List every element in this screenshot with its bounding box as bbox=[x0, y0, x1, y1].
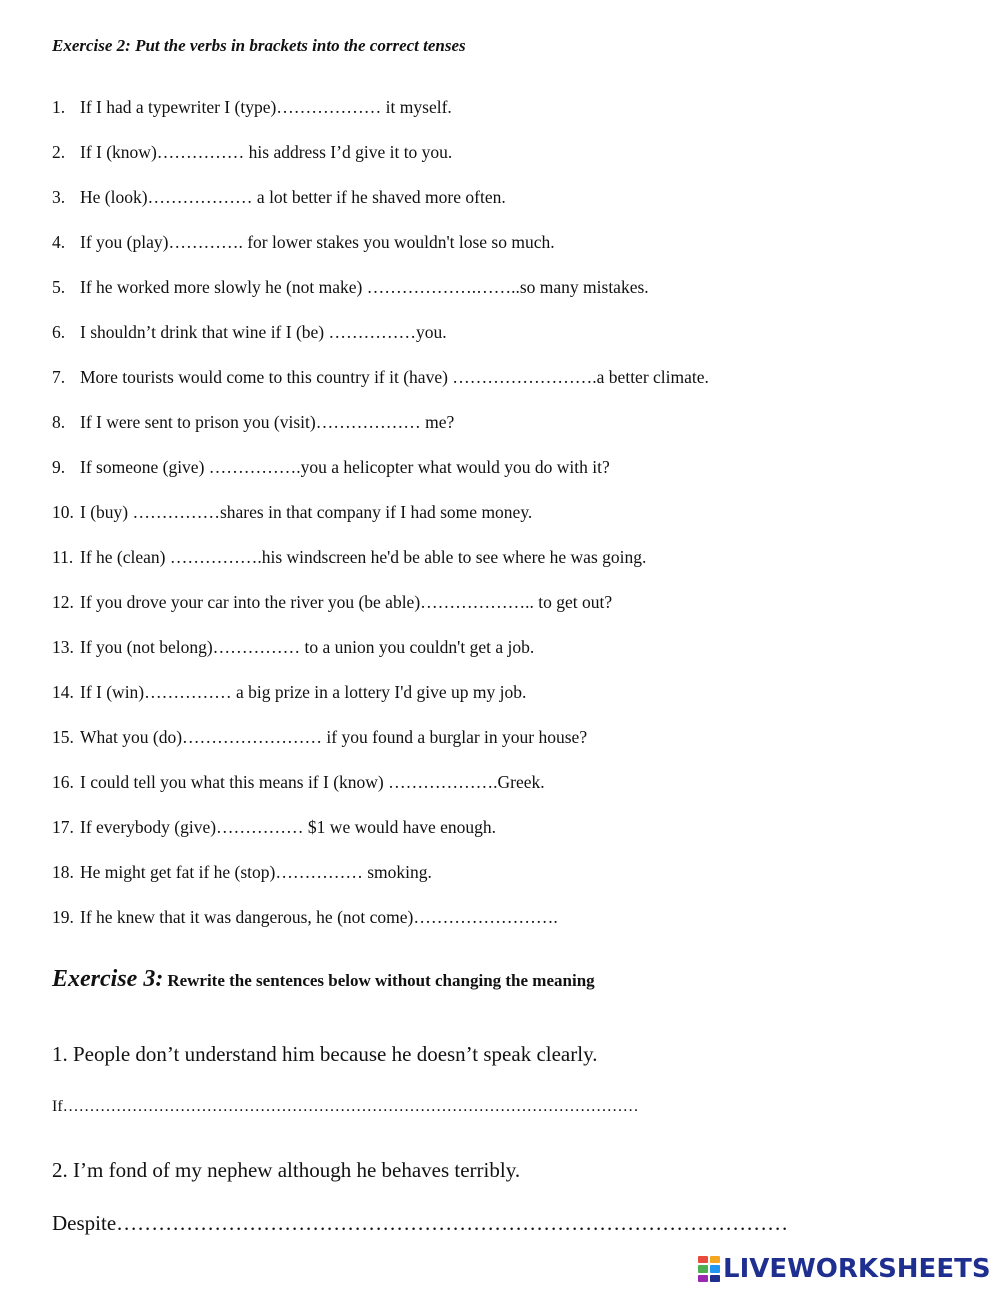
exercise-3-heading bbox=[52, 966, 595, 993]
exercise-2-item bbox=[52, 816, 952, 861]
liveworksheets-logo-text: LIVEWORKSHEETS bbox=[723, 1254, 991, 1284]
exercise-2-item-text[interactable]: I (buy) ……………shares in that company if I had some money. bbox=[80, 502, 533, 522]
exercise-2-item-number: 15. bbox=[52, 727, 74, 747]
exercise-2-item bbox=[52, 546, 952, 591]
exercise-2-item-text[interactable]: If you (not belong)…………… to a union you couldn't get a job. bbox=[80, 637, 535, 657]
exercise-2-item bbox=[52, 726, 952, 771]
exercise-2-item bbox=[52, 321, 952, 366]
exercise-2-item-number: 18. bbox=[52, 862, 74, 882]
exercise-2-item-number: 16. bbox=[52, 772, 74, 792]
exercise-3-question-1: 1. People don’t understand him because he doesn’t speak clearly. bbox=[52, 1042, 598, 1066]
exercise-2-item-number: 7. bbox=[52, 367, 66, 387]
exercise-2-list bbox=[52, 96, 952, 951]
exercise-2-item-text[interactable]: He (look)……………… a lot better if he shaved more often. bbox=[80, 187, 506, 207]
exercise-2-item-number: 2. bbox=[52, 142, 66, 162]
exercise-2-item-text[interactable]: If I (win)…………… a big prize in a lottery I'd give up my job. bbox=[80, 682, 527, 702]
exercise-2-item-text[interactable]: If I (know)…………… his address I’d give it to you. bbox=[80, 142, 453, 162]
exercise-2-item bbox=[52, 456, 952, 501]
exercise-2-item bbox=[52, 186, 952, 231]
exercise-2-item-text[interactable]: What you (do)…………………… if you found a burglar in your house? bbox=[80, 727, 588, 747]
exercise-2-item-number: 14. bbox=[52, 682, 74, 702]
exercise-2-item bbox=[52, 96, 952, 141]
exercise-2-title: Exercise 2: Put the verbs in brackets into the correct tenses bbox=[52, 36, 466, 55]
logo-square bbox=[710, 1256, 720, 1263]
liveworksheets-logo-icon bbox=[698, 1256, 720, 1282]
exercise-2-item-number: 17. bbox=[52, 817, 74, 837]
exercise-2-item-number: 10. bbox=[52, 502, 74, 522]
exercise-2-item-number: 3. bbox=[52, 187, 66, 207]
exercise-2-item bbox=[52, 636, 952, 681]
exercise-2-item-number: 1. bbox=[52, 97, 66, 117]
exercise-2-item-number: 8. bbox=[52, 412, 66, 432]
exercise-2-item-text[interactable]: If he knew that it was dangerous, he (not come)……………………. bbox=[80, 907, 558, 927]
exercise-2-item bbox=[52, 771, 952, 816]
logo-square bbox=[698, 1256, 708, 1263]
exercise-2-item-text[interactable]: I shouldn’t drink that wine if I (be) ……………you. bbox=[80, 322, 447, 342]
exercise-2-item-number: 13. bbox=[52, 637, 74, 657]
exercise-2-item bbox=[52, 591, 952, 636]
exercise-2-item bbox=[52, 411, 952, 456]
exercise-2-item bbox=[52, 861, 952, 906]
exercise-2-item-text[interactable]: If he worked more slowly he (not make) ……………….……..so many mistakes. bbox=[80, 277, 649, 297]
liveworksheets-logo bbox=[698, 1252, 991, 1286]
exercise-2-item-number: 5. bbox=[52, 277, 66, 297]
exercise-2-item bbox=[52, 141, 952, 186]
logo-square bbox=[698, 1265, 708, 1272]
exercise-2-item-text[interactable]: If you drove your car into the river you (be able)……………….. to get out? bbox=[80, 592, 613, 612]
exercise-3-question-2: 2. I’m fond of my nephew although he behaves terribly. bbox=[52, 1158, 521, 1182]
exercise-2-item-text[interactable]: More tourists would come to this country if it (have) …………………….a better climate. bbox=[80, 367, 709, 387]
logo-square bbox=[698, 1275, 708, 1282]
exercise-3-label: Exercise 3: bbox=[52, 966, 164, 992]
exercise-2-item bbox=[52, 231, 952, 276]
exercise-2-item-number: 11. bbox=[52, 547, 74, 567]
exercise-2-item-number: 19. bbox=[52, 907, 74, 927]
exercise-2-item bbox=[52, 501, 952, 546]
logo-square bbox=[710, 1265, 720, 1272]
exercise-2-item-number: 12. bbox=[52, 592, 74, 612]
exercise-2-item bbox=[52, 276, 952, 321]
exercise-2-item-number: 6. bbox=[52, 322, 66, 342]
exercise-2-item-text[interactable]: If I were sent to prison you (visit)……………… me? bbox=[80, 412, 455, 432]
exercise-2-item-number: 9. bbox=[52, 457, 66, 477]
exercise-3-answer-2[interactable]: Despite…………………………………………………………………………………… bbox=[52, 1211, 789, 1235]
exercise-2-item-text[interactable]: If everybody (give)…………… $1 we would have enough. bbox=[80, 817, 497, 837]
logo-square bbox=[710, 1275, 720, 1282]
exercise-2-item bbox=[52, 906, 952, 951]
exercise-2-item-text[interactable]: If you (play)…………. for lower stakes you wouldn't lose so much. bbox=[80, 232, 555, 252]
exercise-3-instructions: Rewrite the sentences below without changing the meaning bbox=[167, 971, 595, 990]
exercise-2-item bbox=[52, 366, 952, 411]
exercise-2-item-number: 4. bbox=[52, 232, 66, 252]
exercise-2-item-text[interactable]: He might get fat if he (stop)…………… smoking. bbox=[80, 862, 432, 882]
exercise-2-item-text[interactable]: If someone (give) …………….you a helicopter what would you do with it? bbox=[80, 457, 610, 477]
exercise-3-answer-1[interactable]: If……………………………………………………………………………………………… bbox=[52, 1098, 639, 1115]
exercise-2-item bbox=[52, 681, 952, 726]
exercise-2-item-text[interactable]: If I had a typewriter I (type)……………… it myself. bbox=[80, 97, 452, 117]
exercise-2-item-text[interactable]: I could tell you what this means if I (know) ……………….Greek. bbox=[80, 772, 545, 792]
exercise-2-item-text[interactable]: If he (clean) …………….his windscreen he'd be able to see where he was going. bbox=[80, 547, 647, 567]
